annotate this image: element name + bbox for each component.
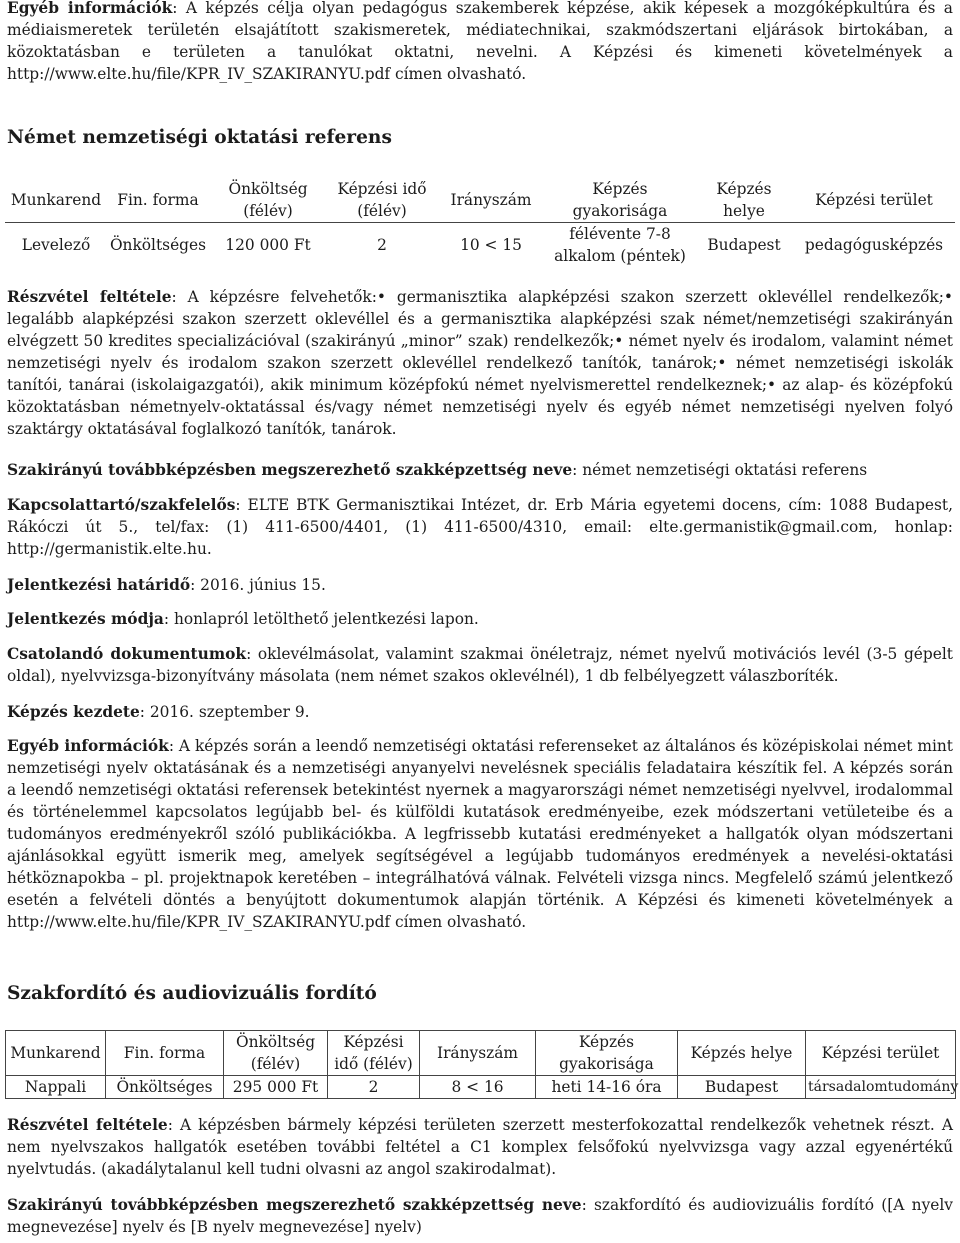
intro-label: Egyéb információk — [7, 0, 173, 17]
table-header-cell: Képzés gyakorisága — [536, 1031, 678, 1076]
table-header-cell: Képzés helye — [695, 178, 793, 223]
reszvetel-text: : A képzésben bármely képzési területen szerzett mesterfokozattal rendelkezők vehetnek részt. A nem nyelvszakos hallgatók esetében további feltétel a C1 komplex felsőfokú nyelvvizsga vagy azzal egyenértékű nyelvtudás. (akadálytalanul kell tudni olvasni az angol szakirodalmat). — [7, 1116, 953, 1178]
table-header-cell: Képzési idő (félév) — [327, 178, 437, 223]
table-cell: Nappali — [6, 1076, 106, 1099]
hatarido-text: : 2016. június 15. — [190, 576, 326, 594]
table-header-cell: Munkarend — [6, 1031, 106, 1076]
reszvetel-text: : A képzésre felvehetők:• germanisztika alapképzési szakon szerzett oklevéllel rendelkezők;• legalább alapképzési szakon szerzett oklevéllel és a germanisztika alapképzési szak német/nemzetiségi szakirányán elvégzett 50 kredites specializációval (szakirányú „minor” szak) rendelkezők;• német nyelv és irodalom, valamint német nemzetiségi nyelv és irodalom szakon szerzett oklevéllel rendelkező tanítók, tanárok;• német nemzetiségi iskolák tanítói, tanárai (iskolaigazgatói), akik minimum középfokú német nyelvismerettel rendelkeznek;• az alap- és középfokú közoktatásban németnyelv-oktatással és/vagy német nemzetiségi nyelv és egyéb német nemzetiségi nyelven folyó szaktárgy oktatásával foglalkozó tanítók, tanárok. — [7, 288, 953, 438]
table-row — [5, 223, 955, 268]
table-cell: Budapest — [707, 236, 781, 254]
szakkepzettseg-text: : német nemzetiségi oktatási referens — [572, 461, 868, 479]
kapcsolat-text: : ELTE BTK Germanisztikai Intézet, dr. Erb Mária egyetemi docens, cím: 1088 Budapest, Rákóczi út 5., tel/fax: (1) 411-6500/4401, (1) 411-6500/4310, email: elte.germanistik@gmail.com, honlap: http://germanistik.elte.hu. — [7, 496, 953, 558]
table-header-cell: Képzés gyakorisága — [545, 178, 695, 223]
table-header-cell: Képzési terület — [806, 1031, 956, 1076]
csatolando-text: : oklevélmásolat, valamint szakmai önéletrajz, német nyelvű motivációs levél (3-5 gépelt oldal), nyelvvizsga-bizonyítvány másolata (nem német szakos oklevélnél), 1 db felbélyegzett válaszboríték. — [7, 645, 953, 685]
table-header-row — [6, 1031, 956, 1076]
section2-title: Szakfordító és audiovizuális fordító — [7, 983, 377, 1004]
table-cell: Levelező — [21, 236, 91, 254]
kezdete-text: : 2016. szeptember 9. — [139, 703, 310, 721]
szakkepzettseg-label: Szakirányú továbbképzésben megszerezhető szakképzettség neve — [7, 1196, 582, 1214]
section1-kezdete — [7, 701, 953, 723]
table-cell: 2 — [328, 1076, 420, 1099]
kapcsolat-label: Kapcsolattartó/szakfelelős — [7, 496, 236, 514]
section2-table — [5, 1030, 959, 1099]
table-header-cell: Fin. forma — [106, 1031, 224, 1076]
modja-text: : honlapról letölthető jelentkezési lapon. — [163, 610, 479, 628]
szakkepzettseg-text: : szakfordító és audiovizuális fordító ([A nyelv megnevezése] nyelv és [B nyelv megnevezése] nyelv) — [7, 1196, 953, 1236]
csatolando-label: Csatolandó dokumentumok — [7, 645, 247, 663]
table-cell: 120 000 Ft — [225, 236, 311, 254]
section2-szakkepzettseg — [7, 1194, 953, 1238]
table-cell: Budapest — [678, 1076, 806, 1099]
table-header-cell: Képzési idő (félév) — [328, 1031, 420, 1076]
table-cell: félévente 7-8 alkalom (péntek) — [554, 225, 686, 265]
reszvetel-label: Részvétel feltétele — [7, 288, 172, 306]
table-header-cell: Irányszám — [420, 1031, 536, 1076]
table-cell: pedagógusképzés — [804, 236, 944, 254]
egyeb-text: : A képzés során a leendő nemzetiségi oktatási referenseket az általános és középiskolai német mint nemzetiségi nyelv oktatásának és a nemzetiségi anyanyelvi nevelésnek speciális feladataira készítik fel. A képzés során a leendő nemzetiségi oktatási referensek betekintést nyernek a magyarországi német nemzetiségi nyelvvel, irodalommal és történelemmel kapcsolatos legújabb bel- és külföldi kutatások eredményeibe, ezek módszertani vetületeibe és a tudományos eredményekről szóló publikációkba. A legfrissebb kutatási eredményeket a hallgatók olyan módszertani ajánlásokkal együtt ismerik meg, amelyek segítségével a legújabb tudományos eredmények a nevelési-oktatási hétköznapokba – pl. projektnapok keretében – integrálhatóvá válnak. Felvételi vizsga nincs. Megfelelő számú jelentkező esetén a felvételi döntés a benyújtott dokumentumok alapján történik. A Képzési és kimeneti követelmények a http://www.elte.hu/file/KPR_IV_SZAKIRANYU.pdf címen olvasható. — [7, 737, 953, 931]
section1-title: Német nemzetiségi oktatási referens — [7, 127, 392, 148]
intro-text: : A képzés célja olyan pedagógus szakemberek képzése, akik képesek a mozgóképkultúra és a médiaismeretek területén elsajátított szakismeretek, médiatechnikai, szakmódszertani eljárások birtokában, a közoktatásban e területen a tanulókat oktatni, nevelni. A Képzési és kimeneti követelmények a http://www.elte.hu/file/KPR_IV_SZAKIRANYU.pdf címen olvasható. — [7, 0, 953, 83]
section1-szakkepzettseg — [7, 459, 953, 481]
szakkepzettseg-label: Szakirányú továbbképzésben megszerezhető szakképzettség neve — [7, 461, 573, 479]
table-header-cell: Képzés helye — [678, 1031, 806, 1076]
egyeb-label: Egyéb információk — [7, 737, 169, 755]
table-cell: heti 14-16 óra — [536, 1076, 678, 1099]
table-header-cell: Önköltség (félév) — [209, 178, 327, 223]
table-cell: 295 000 Ft — [224, 1076, 328, 1099]
section1-csatolando — [7, 643, 953, 687]
table-header-cell: Képzési terület — [793, 178, 955, 223]
section1-hatarido — [7, 574, 953, 596]
table-cell: Önköltséges — [109, 236, 207, 254]
section1-egyeb — [7, 735, 953, 933]
table-cell: 2 — [377, 236, 387, 254]
section1-modja — [7, 608, 953, 630]
kezdete-label: Képzés kezdete — [7, 703, 140, 721]
reszvetel-label: Részvétel feltétele — [7, 1116, 168, 1134]
table-cell nowrap: társadalomtudomány — [806, 1076, 956, 1099]
section1-table — [5, 178, 955, 267]
table-header-cell: Munkarend — [5, 178, 107, 223]
table-cell: 8 < 16 — [420, 1076, 536, 1099]
table-row — [6, 1076, 956, 1099]
table-cell: 10 < 15 — [460, 236, 522, 254]
hatarido-label: Jelentkezési határidő — [7, 576, 191, 594]
table-header-cell: Fin. forma — [107, 178, 209, 223]
modja-label: Jelentkezés módja — [7, 610, 164, 628]
intro-paragraph — [7, 0, 953, 85]
section1-kapcsolat — [7, 494, 953, 560]
table-cell: Önköltséges — [106, 1076, 224, 1099]
table-header-cell: Irányszám — [437, 178, 545, 223]
table-header-cell: Önköltség (félév) — [224, 1031, 328, 1076]
section2-reszvetel — [7, 1114, 953, 1180]
section1-reszvetel — [7, 286, 953, 440]
table-header-row — [5, 178, 955, 223]
